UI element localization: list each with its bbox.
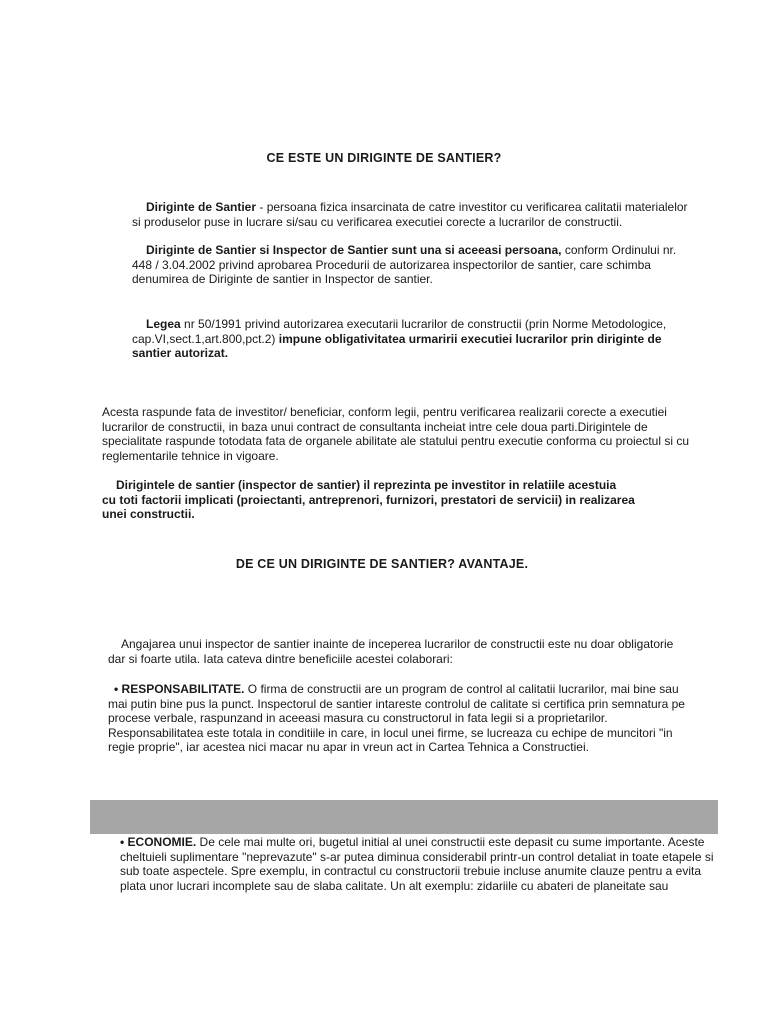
paragraph-definition <box>132 200 732 229</box>
paragraph-represents-line-1: Dirigintele de santier (inspector de santier) il reprezinta pe investitor in relatiile acestuia <box>116 478 617 492</box>
paragraph-responsabilitate-line-3: procese verbale, raspunzand in aceeasi masura cu constructorul in fata legii si a proprietarilor. <box>108 711 608 726</box>
paragraph-responsabilitate-line-2: mai putin bine pus la punct. Inspectorul de santier intareste controlul de calitate si certifica prin semnatura pe <box>108 696 685 711</box>
paragraph-economie-line-4: plata unor lucrari incomplete sau de slaba calitate. Un alt exemplu: zidariile cu abateri de planeitate sau <box>120 878 669 893</box>
paragraph-responsabilitate-line-5: regie proprie", iar acestea nici macar nu apar in vreun act in Cartea Tehnica a Constructiei. <box>108 740 589 755</box>
term-diriginte: Diriginte de Santier <box>146 200 257 214</box>
paragraph-hiring-line-2: dar si foarte utila. Iata cateva dintre beneficiile acestei colaborari: <box>108 651 453 666</box>
paragraph-definition-line-2: si produselor puse in lucrare si/sau cu verificarea executiei corecte a lucrarilor de constructii. <box>132 214 623 229</box>
paragraph-economie-line-1: • ECONOMIE. De cele mai multe ori, bugetul initial al unei constructii este depasit cu sume importante. Aceste <box>120 835 705 849</box>
paragraph-represents <box>102 478 722 522</box>
paragraph-law-line-3: santier autorizat. <box>132 346 229 361</box>
paragraph-economie-line-3: sub toate aspectele. Spre exemplu, in contractul cu constructorii trebuie incluse anumite clauze pentru a evita <box>120 864 701 879</box>
heading-what-is: CE ESTE UN DIRIGINTE DE SANTIER? <box>266 151 502 165</box>
paragraph-law-line-1: Legea nr 50/1991 privind autorizarea executarii lucrarilor de constructii (prin Norme Metodologice, <box>146 317 667 331</box>
paragraph-same-person-line-1: Diriginte de Santier si Inspector de Santier sunt una si aceeasi persoana, conform Ordinului nr. <box>146 243 677 257</box>
paragraph-responsibility-line-1: Acesta raspunde fata de investitor/ beneficiar, conform legii, pentru verificarea realizarii corecte a executiei <box>102 405 667 419</box>
paragraph-definition-line-1: Diriginte de Santier - persoana fizica insarcinata de catre investitor cu verificarea calitatii materialelor <box>146 200 688 214</box>
paragraph-economie-line-2: cheltuieli suplimentare "neprevazute" s-ar putea diminua considerabil printr-un control detaliat in toate etapele si <box>120 849 714 864</box>
paragraph-same-person-line-2: 448 / 3.04.2002 privind aprobarea Procedurii de autorizarea inspectorilor de santier, care schimba <box>132 257 651 272</box>
term-legea: Legea <box>146 317 181 331</box>
paragraph-responsabilitate-line-4: Responsabilitatea este totala in conditiile in care, in locul unei firme, se lucreaza cu echipe de muncitori "in <box>108 725 673 740</box>
paragraph-responsibility-line-3: specialitate raspunde totodata fata de organele abilitate ale statului pentru executie conforma cu proiectul si cu <box>102 434 690 449</box>
paragraph-responsibility <box>102 405 722 463</box>
paragraph-law <box>132 317 732 361</box>
paragraph-represents-line-3: unei constructii. <box>102 507 195 522</box>
heading-why: DE CE UN DIRIGINTE DE SANTIER? AVANTAJE. <box>235 557 529 571</box>
paragraph-hiring-line-1: Angajarea unui inspector de santier inainte de inceperea lucrarilor de constructii este nu doar obligatorie <box>121 637 674 651</box>
paragraph-economie <box>120 835 760 893</box>
paragraph-hiring <box>108 637 728 666</box>
bullet-responsabilitate: • RESPONSABILITATE. <box>114 682 245 696</box>
paragraph-responsibility-line-2: lucrarilor de constructii, in baza unui contract de consultanta incheiat intre cele doua parti.Dirigintele de <box>102 419 648 434</box>
paragraph-represents-line-2: cu toti factorii implicati (proiectanti, antreprenori, furnizori, prestatori de servicii) in realizarea <box>102 492 635 507</box>
paragraph-same-person-line-3: denumirea de Diriginte de santier in Inspector de santier. <box>132 272 433 287</box>
paragraph-responsibility-line-4: reglementarile tehnice in vigoare. <box>102 448 279 463</box>
paragraph-responsabilitate <box>108 682 728 755</box>
bullet-economie: • ECONOMIE. <box>120 835 197 849</box>
gray-separator-band <box>90 800 718 834</box>
paragraph-same-person <box>132 243 732 287</box>
paragraph-law-line-2: cap.VI,sect.1,art.800,pct.2) impune obligativitatea urmaririi executiei lucrarilor prin diriginte de <box>132 331 662 346</box>
paragraph-responsabilitate-line-1: • RESPONSABILITATE. O firma de constructii are un program de control al calitatii lucrarilor, mai bine sau <box>114 682 679 696</box>
bold-statement: Diriginte de Santier si Inspector de Santier sunt una si aceeasi persoana, <box>146 243 562 257</box>
